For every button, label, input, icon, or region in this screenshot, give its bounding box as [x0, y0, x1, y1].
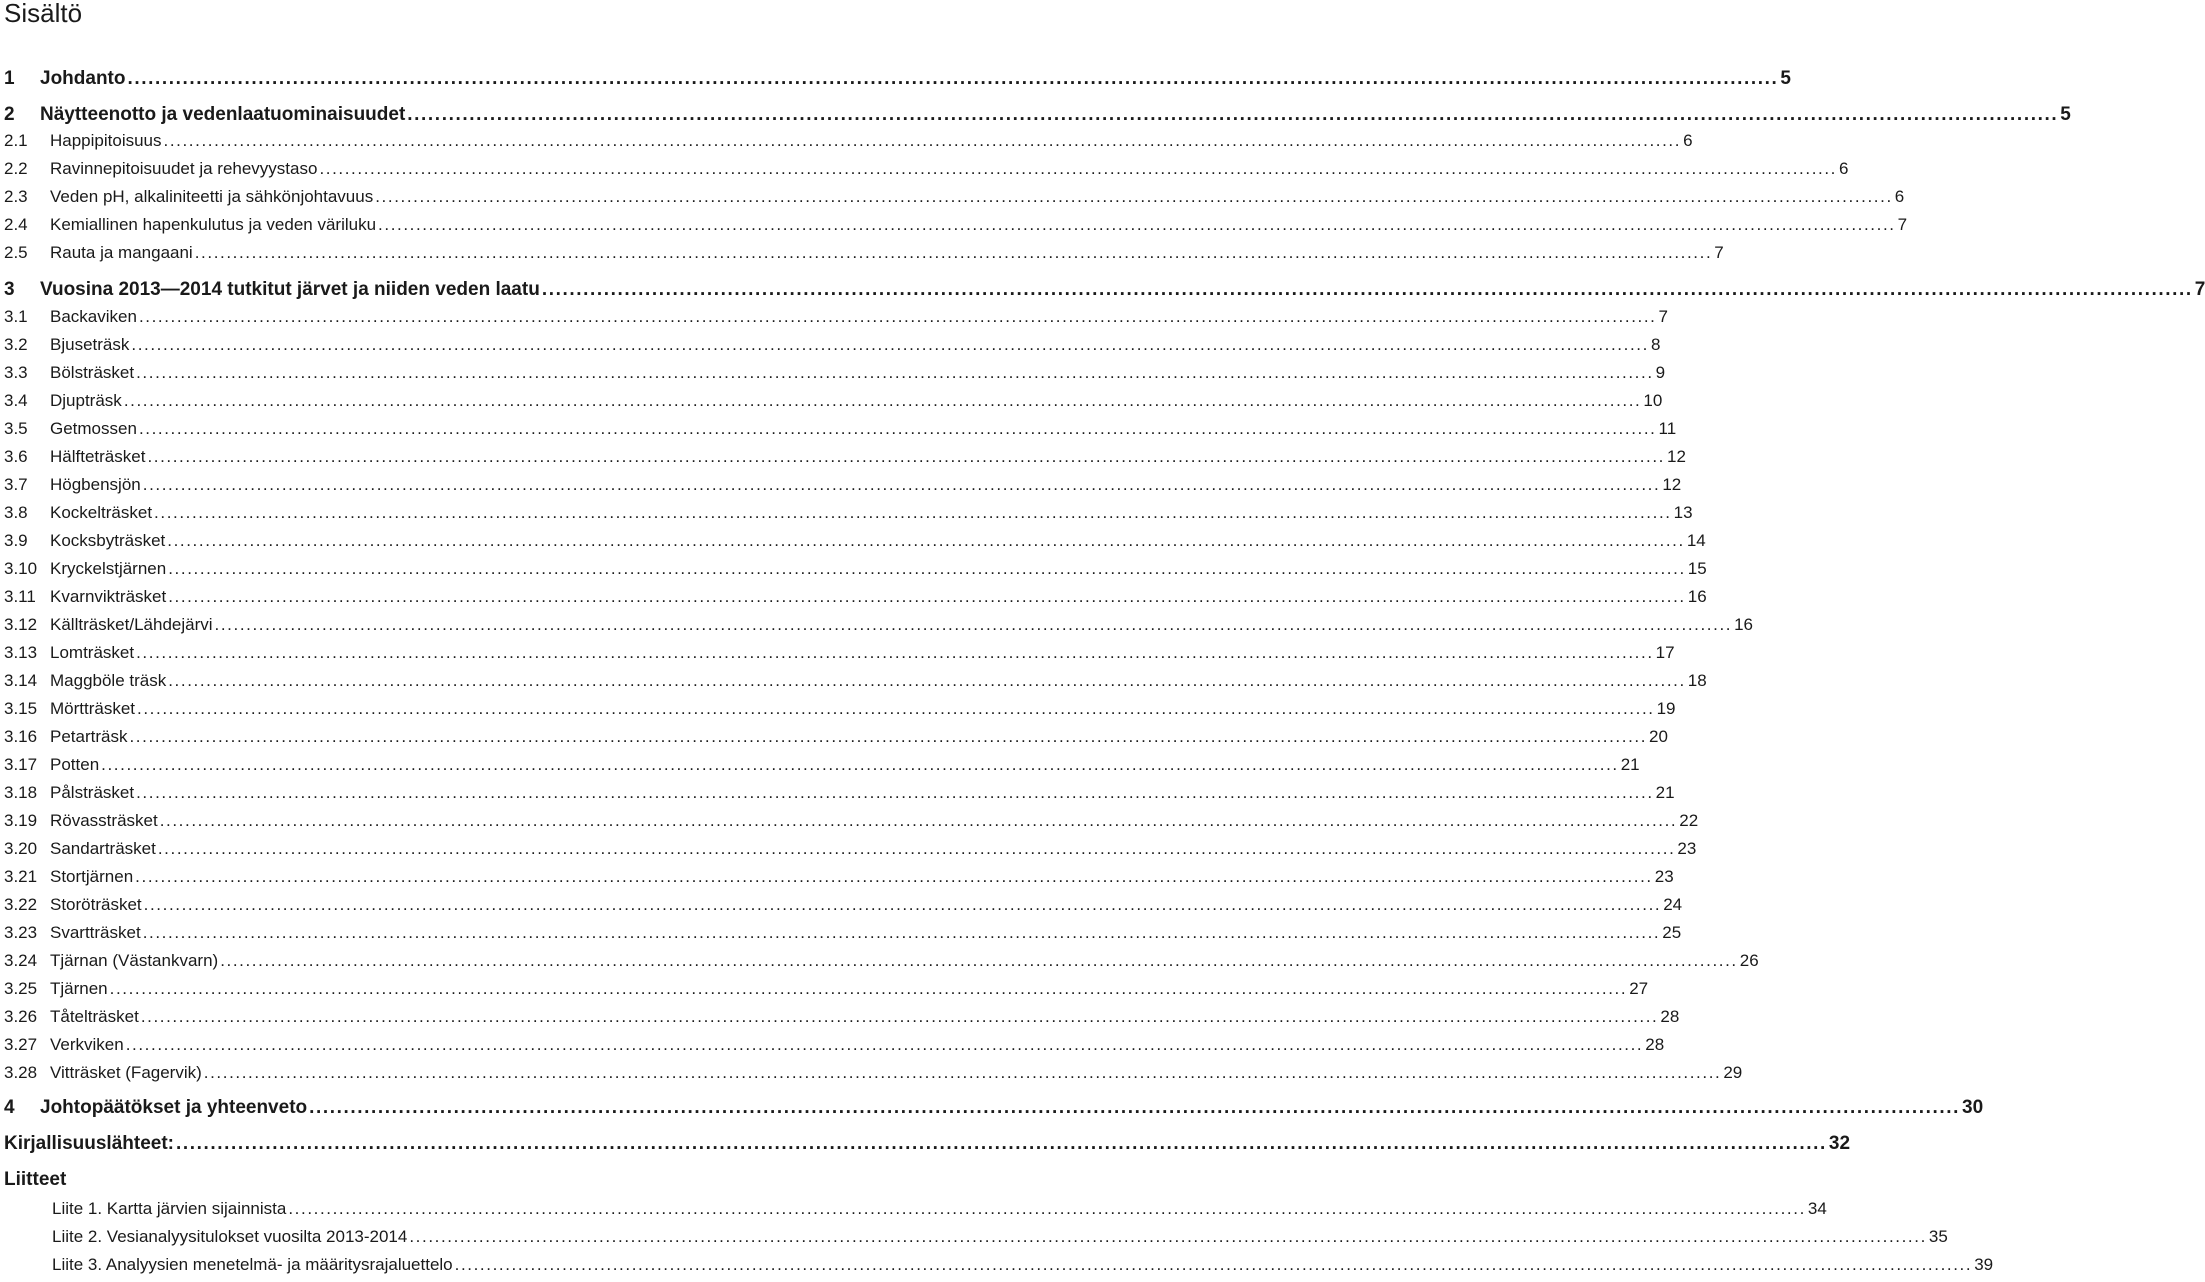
toc-entry-number: 3.14: [4, 671, 38, 690]
dot-leader: ................................................................................................................................................................................................................................................: [147, 447, 1665, 466]
dot-leader: ................................................................................................................................................................................................................................................: [168, 587, 1686, 606]
toc-entry-title: Kockelträsket: [50, 503, 153, 522]
toc-entry-page: 15: [1687, 559, 1707, 578]
toc-entry-title: Bjuseträsk: [50, 335, 130, 354]
toc-entry-number: 2.2: [4, 159, 28, 178]
toc-entry[interactable]: [4, 1035, 1665, 1055]
toc-entry[interactable]: [4, 447, 1686, 467]
toc-entry-title: Liite 3. Analyysien menetelmä- ja määritysrajaluettelo: [52, 1255, 453, 1274]
toc-entry-title: Veden pH, alkaliniteetti ja sähkönjohtavuus: [50, 187, 374, 206]
dot-leader: ................................................................................................................................................................................................................................................: [319, 159, 1837, 178]
toc-entry-title: Johtopäätökset ja yhteenveto: [40, 1097, 308, 1118]
toc-entry-page: 6: [1839, 159, 1849, 178]
toc-entry-page: 13: [1673, 503, 1693, 522]
dot-leader: ................................................................................................................................................................................................................................................: [136, 643, 1654, 662]
dot-leader: ................................................................................................................................................................................................................................................: [135, 867, 1653, 886]
toc-entry-page: 22: [1679, 811, 1699, 830]
toc-entry-title: Vuosina 2013—2014 tutkitut järvet ja niiden veden laatu: [40, 279, 540, 300]
dot-leader: ................................................................................................................................................................................................................................................: [142, 923, 1661, 942]
toc-entry[interactable]: [4, 531, 1706, 551]
toc-entry-number: 3.27: [4, 1035, 38, 1054]
toc-entry-page: 25: [1662, 923, 1682, 942]
toc-entry[interactable]: [4, 307, 1668, 327]
toc-entry[interactable]: [4, 839, 1697, 859]
toc-entry-number: 3.1: [4, 307, 28, 326]
toc-entry[interactable]: [4, 923, 1682, 943]
toc-entry-title: Sandarträsket: [50, 839, 156, 858]
toc-entry-title: Kemiallinen hapenkulutus ja veden väriluku: [50, 215, 377, 234]
toc-entry-title: Kirjallisuuslähteet:: [4, 1133, 174, 1154]
toc-entry-number: 2.1: [4, 131, 28, 150]
toc-entry[interactable]: [4, 1007, 1680, 1027]
dot-leader: ................................................................................................................................................................................................................................................: [409, 1227, 1927, 1246]
dot-leader: ................................................................................................................................................................................................................................................: [288, 1199, 1806, 1218]
toc-entry-page: 5: [2060, 104, 2071, 125]
toc-entry-page: 9: [1655, 363, 1666, 382]
toc-entry-page: 20: [1649, 727, 1668, 746]
dot-leader: ................................................................................................................................................................................................................................................: [109, 979, 1628, 998]
toc-entry[interactable]: [4, 867, 1674, 887]
toc-entry-page: 12: [1667, 447, 1686, 466]
toc-entry-page: 7: [1658, 307, 1668, 326]
toc-entry-title: Johdanto: [40, 68, 126, 89]
dot-leader: ................................................................................................................................................................................................................................................: [203, 1063, 1722, 1082]
toc-entry[interactable]: [4, 1063, 1743, 1083]
toc-entry[interactable]: [4, 895, 1683, 915]
toc-entry-title: Bölsträsket: [50, 363, 135, 382]
toc-entry-number: 3.6: [4, 447, 28, 466]
toc-entry-page: 7: [1897, 215, 1908, 234]
toc-entry-page: 8: [1650, 335, 1661, 354]
toc-entry-title: Mörtträsket: [50, 699, 136, 718]
toc-entry-number: 2: [4, 104, 15, 125]
toc-entry[interactable]: [4, 811, 1699, 831]
toc-entry[interactable]: [4, 615, 1754, 635]
toc-entry-number: 2.4: [4, 215, 28, 234]
toc-entry[interactable]: [4, 391, 1663, 411]
toc-entry-title: Lomträsket: [50, 643, 135, 662]
toc-entry[interactable]: [4, 755, 1640, 775]
toc-entry[interactable]: [4, 243, 1724, 263]
dot-leader: ................................................................................................................................................................................................................................................: [138, 307, 1657, 326]
toc-entry-page: 35: [1928, 1227, 1948, 1246]
toc-entry-page: 26: [1739, 951, 1759, 970]
toc-entry-page: 28: [1660, 1007, 1680, 1026]
toc-entry[interactable]: [4, 643, 1675, 663]
toc-entry-page: 5: [1780, 68, 1791, 89]
toc-entry-page: 6: [1894, 187, 1905, 206]
toc-entry-number: 3.18: [4, 783, 38, 802]
toc-entry-title: Högbensjön: [50, 475, 141, 494]
toc-entry-page: 32: [1828, 1133, 1851, 1154]
toc-entry-page: 16: [1734, 615, 1754, 634]
toc-entry-number: 3.2: [4, 335, 28, 354]
dot-leader: ................................................................................................................................................................................................................................................: [129, 727, 1648, 746]
toc-entry-number: 3.8: [4, 503, 28, 522]
toc-entry-title: Stortjärnen: [50, 867, 134, 886]
dot-leader: ................................................................................................................................................................................................................................................: [214, 615, 1733, 634]
toc-entry-page: 17: [1655, 643, 1675, 662]
toc-entry-page: 39: [1974, 1255, 1994, 1274]
toc-entry-number: 3.25: [4, 979, 38, 998]
toc-entry[interactable]: [4, 1169, 954, 1191]
dot-leader: ................................................................................................................................................................................................................................................: [194, 243, 1713, 262]
dot-leader: ................................................................................................................................................................................................................................................: [407, 104, 2059, 125]
toc-entry-page: 12: [1662, 475, 1682, 494]
toc-entry[interactable]: [4, 104, 2071, 126]
toc-entry-number: 3.20: [4, 839, 38, 858]
toc-entry-number: 3.11: [4, 587, 36, 606]
toc-entry[interactable]: [4, 783, 1675, 803]
dot-leader: ................................................................................................................................................................................................................................................: [138, 419, 1657, 438]
toc-entry[interactable]: [4, 503, 1693, 523]
toc-entry[interactable]: [4, 279, 2205, 301]
toc-entry-title: Kryckelstjärnen: [50, 559, 167, 578]
toc-entry-title: Svartträsket: [50, 923, 141, 942]
toc-entry-title: Kocksbyträsket: [50, 531, 166, 550]
toc-entry-page: 24: [1663, 895, 1683, 914]
dot-leader: ................................................................................................................................................................................................................................................: [142, 475, 1661, 494]
dot-leader: ................................................................................................................................................................................................................................................: [167, 531, 1685, 550]
toc-entry-number: 2.3: [4, 187, 28, 206]
toc-entry-number: 3.16: [4, 727, 38, 746]
toc-entry-title: Källträsket/Lähdejärvi: [50, 615, 213, 634]
toc-entry-title: Djupträsk: [50, 391, 122, 410]
toc-entry-title: Rövassträsket: [50, 811, 158, 830]
toc-entry-number: 3.26: [4, 1007, 38, 1026]
toc-entry-page: 18: [1687, 671, 1707, 690]
toc-entry-page: 28: [1645, 1035, 1665, 1054]
toc-entry-number: 4: [4, 1097, 15, 1118]
dot-leader: ................................................................................................................................................................................................................................................: [136, 363, 1654, 382]
toc-entry-number: 3.19: [4, 811, 38, 830]
dot-leader: ................................................................................................................................................................................................................................................: [101, 755, 1619, 774]
toc-entry-number: 3.28: [4, 1063, 38, 1082]
toc-entry[interactable]: [4, 363, 1666, 383]
toc-entry-page: 7: [1714, 243, 1724, 262]
toc-entry-title: Backaviken: [50, 307, 137, 326]
toc-entry-title: Getmossen: [50, 419, 137, 438]
toc-entry-title: Kvarnvikträsket: [50, 587, 167, 606]
toc-entry-title: Petarträsk: [50, 727, 128, 746]
toc-entry-number: 3.22: [4, 895, 38, 914]
toc-entry-page: 27: [1629, 979, 1649, 998]
dot-leader: ................................................................................................................................................................................................................................................: [157, 839, 1676, 858]
toc-entry-page: 6: [1683, 131, 1693, 150]
toc-entry-title: Maggböle träsk: [50, 671, 167, 690]
toc-entry-number: 3: [4, 279, 15, 300]
toc-entry-title: Happipitoisuus: [50, 131, 162, 150]
toc-entry-number: 3.3: [4, 363, 28, 382]
toc-entry-number: 3.13: [4, 643, 38, 662]
dot-leader: ................................................................................................................................................................................................................................................: [125, 1035, 1644, 1054]
toc-entry-number: 3.23: [4, 923, 38, 942]
toc-appendix-entry[interactable]: [52, 1199, 1827, 1219]
toc-appendix-entry[interactable]: [52, 1227, 1948, 1247]
toc-entry-number: 3.5: [4, 419, 28, 438]
toc-entry[interactable]: [4, 419, 1677, 439]
toc-entry[interactable]: [4, 335, 1661, 355]
toc-entry-page: 21: [1655, 783, 1675, 802]
toc-entry-title: Pålsträsket: [50, 783, 135, 802]
toc-entry-title: Liite 2. Vesianalyysitulokset vuosilta 2013-2014: [52, 1227, 408, 1246]
toc-entry[interactable]: [4, 68, 1791, 90]
toc-entry-number: 3.4: [4, 391, 28, 410]
toc-entry-page: 34: [1807, 1199, 1827, 1218]
toc-entry-page: 23: [1677, 839, 1697, 858]
toc-entry[interactable]: [4, 979, 1649, 999]
toc-entry-number: 3.7: [4, 475, 28, 494]
toc-entry-title: Liitteet: [4, 1169, 67, 1190]
toc-entry-title: Tjärnen: [50, 979, 108, 998]
dot-leader: ................................................................................................................................................................................................................................................: [143, 895, 1662, 914]
dot-leader: ................................................................................................................................................................................................................................................: [137, 699, 1655, 718]
toc-entry-title: Näytteenotto ja vedenlaatuominaisuudet: [40, 104, 406, 125]
toc-entry-number: 3.12: [4, 615, 38, 634]
toc-entry-page: 14: [1686, 531, 1706, 550]
dot-leader: ................................................................................................................................................................................................................................................: [309, 1097, 1961, 1118]
toc-entry-title: Tåtelträsket: [50, 1007, 139, 1026]
toc-entry-number: 3.9: [4, 531, 28, 550]
dot-leader: ................................................................................................................................................................................................................................................: [378, 215, 1896, 234]
toc-entry[interactable]: [4, 1097, 1984, 1119]
dot-leader: ................................................................................................................................................................................................................................................: [454, 1255, 1973, 1274]
toc-entry-title: Vitträsket (Fagervik): [50, 1063, 202, 1082]
toc-entry[interactable]: [4, 1133, 1851, 1155]
toc-entry-page: 30: [1962, 1097, 1984, 1118]
toc-entry-number: 2.5: [4, 243, 28, 262]
dot-leader: ................................................................................................................................................................................................................................................: [168, 559, 1686, 578]
toc-entry[interactable]: [4, 727, 1668, 747]
dot-leader: ................................................................................................................................................................................................................................................: [127, 68, 1779, 89]
dot-leader: ................................................................................................................................................................................................................................................: [168, 671, 1686, 690]
toc-entry-title: Tjärnan (Västankvarn): [50, 951, 219, 970]
dot-leader: ................................................................................................................................................................................................................................................: [136, 783, 1654, 802]
toc-entry-page: 16: [1687, 587, 1707, 606]
toc-entry-title: Rauta ja mangaani: [50, 243, 193, 262]
dot-leader: ................................................................................................................................................................................................................................................: [154, 503, 1672, 522]
dot-leader: ................................................................................................................................................................................................................................................: [176, 1133, 1827, 1154]
toc-entry-number: 3.24: [4, 951, 38, 970]
toc-entry-page: 7: [2194, 279, 2205, 300]
dot-leader: ................................................................................................................................................................................................................................................: [140, 1007, 1659, 1026]
toc-entry[interactable]: [4, 215, 1908, 235]
toc-appendix-entry[interactable]: [52, 1255, 1994, 1275]
toc-entry[interactable]: [4, 699, 1676, 719]
toc-entry[interactable]: [4, 475, 1682, 495]
toc-entry-page: 19: [1656, 699, 1676, 718]
toc-entry-title: Storöträsket: [50, 895, 142, 914]
toc-entry[interactable]: [4, 159, 1849, 179]
toc-entry-title: Verkviken: [50, 1035, 124, 1054]
toc-entry-page: 23: [1654, 867, 1674, 886]
toc-entry[interactable]: [4, 131, 1693, 151]
toc-entry-number: 3.17: [4, 755, 38, 774]
toc-entry-page: 21: [1620, 755, 1640, 774]
toc-entry[interactable]: [4, 671, 1707, 691]
toc-entry-number: 3.10: [4, 559, 38, 578]
dot-leader: ................................................................................................................................................................................................................................................: [159, 811, 1678, 830]
toc-entry-title: Potten: [50, 755, 100, 774]
dot-leader: ................................................................................................................................................................................................................................................: [541, 279, 2193, 300]
dot-leader: ................................................................................................................................................................................................................................................: [375, 187, 1893, 206]
dot-leader: ................................................................................................................................................................................................................................................: [220, 951, 1738, 970]
toc-entry[interactable]: [4, 951, 1759, 971]
toc-entry-page: 10: [1643, 391, 1663, 410]
toc-entry-number: 1: [4, 68, 15, 89]
dot-leader: ................................................................................................................................................................................................................................................: [131, 335, 1649, 354]
toc-entry-title: Ravinnepitoisuudet ja rehevyystaso: [50, 159, 318, 178]
toc-entry-title: Liite 1. Kartta järvien sijainnista: [52, 1199, 287, 1218]
dot-leader: ................................................................................................................................................................................................................................................: [163, 131, 1682, 150]
toc-entry[interactable]: [4, 587, 1707, 607]
toc-entry-title: Hälfteträsket: [50, 447, 146, 466]
toc-entry[interactable]: [4, 187, 1905, 207]
dot-leader: ................................................................................................................................................................................................................................................: [123, 391, 1642, 410]
toc-entry-page: 11: [1658, 419, 1677, 438]
toc-entry-number: 3.21: [4, 867, 38, 886]
toc-entry[interactable]: [4, 559, 1707, 579]
toc-entry-number: 3.15: [4, 699, 38, 718]
toc-entry-page: 29: [1723, 1063, 1743, 1082]
page-title: Sisältö: [4, 0, 83, 28]
